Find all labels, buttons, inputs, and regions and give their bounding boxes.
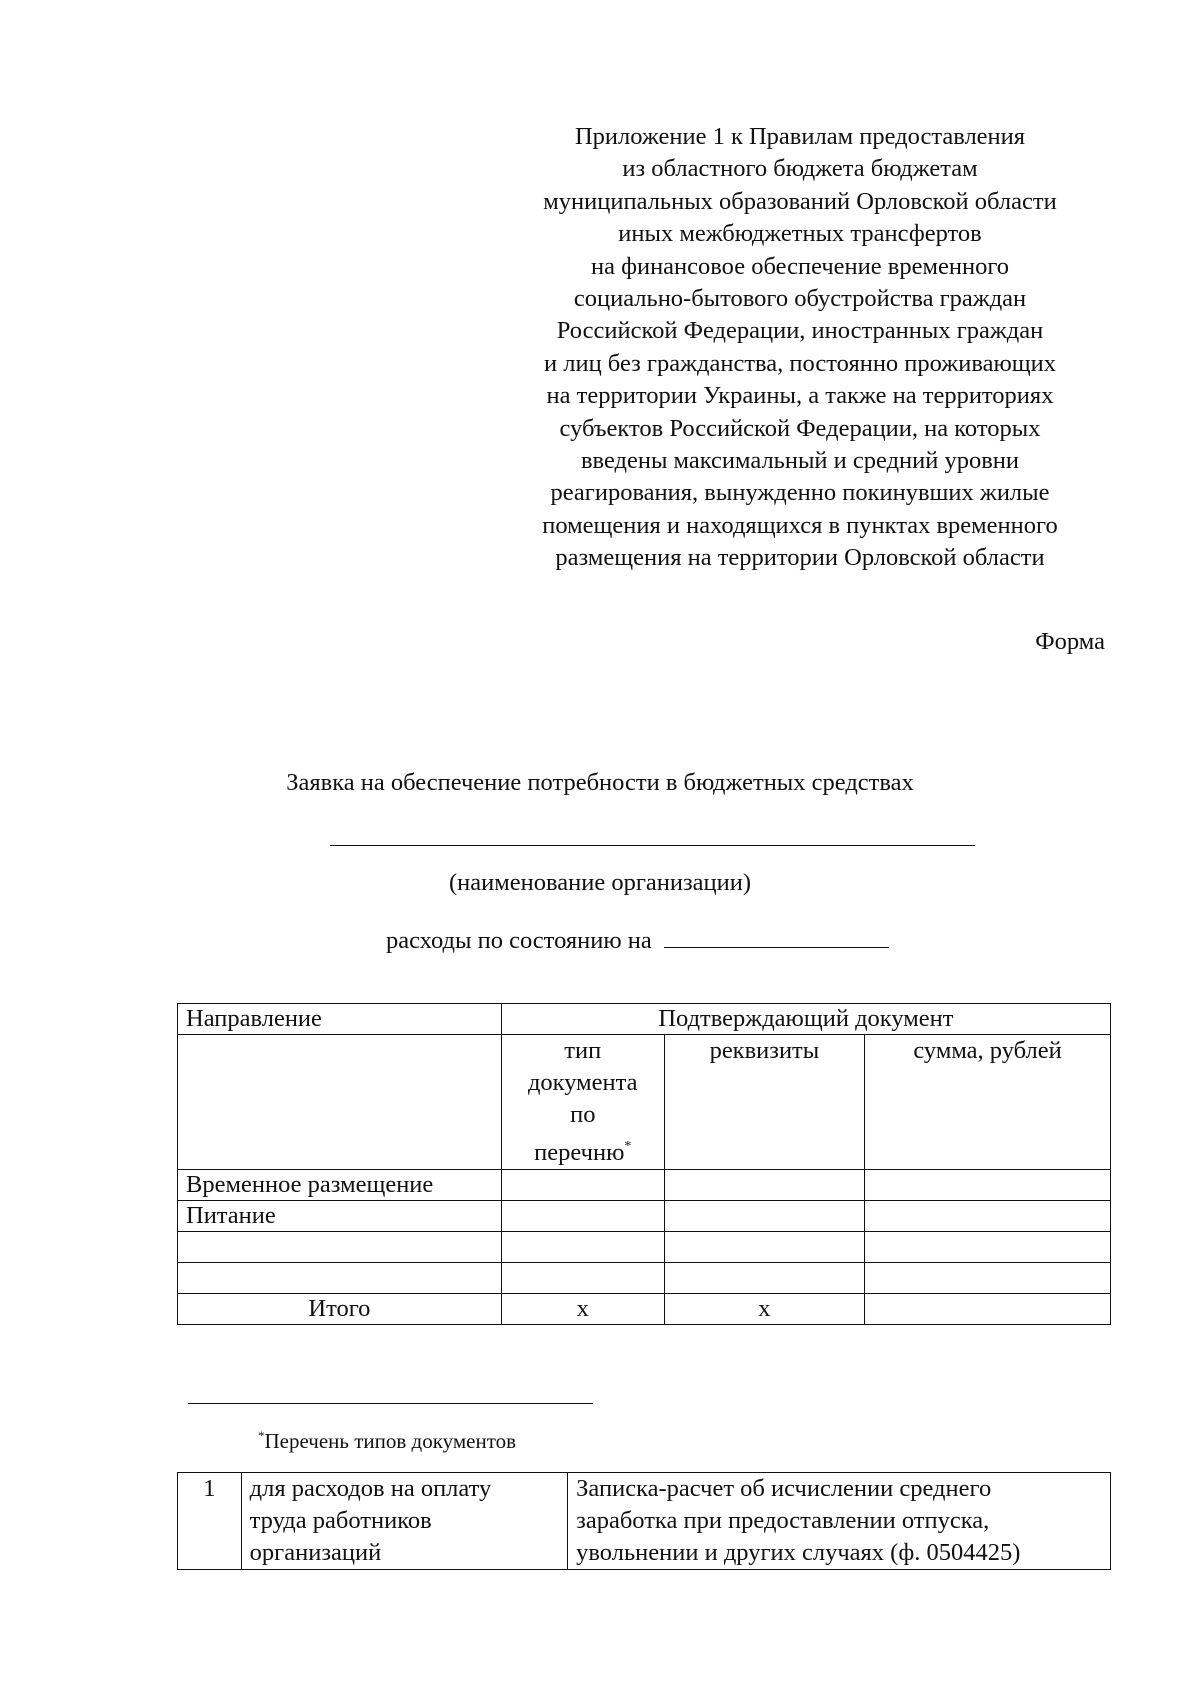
table-row [178,1170,1111,1201]
table-subheader-row [178,1035,1111,1170]
appendix-line: иных межбюджетных трансфертов [618,220,982,248]
appendix-line: на территории Украины, а также на территориях [546,382,1054,410]
table-cell[interactable] [664,1232,864,1263]
table-total-row [178,1294,1111,1325]
table-cell[interactable] [664,1170,864,1201]
appendix-line: помещения и находящихся в пунктах временного [542,511,1058,539]
document-title: Заявка на обеспечение потребности в бюджетных средствах [286,769,914,796]
footnote [258,1428,516,1454]
total-label: Итого [178,1294,502,1325]
appendix-line: из областного бюджета бюджетам [622,155,978,183]
as-of-date-field[interactable] [664,925,889,948]
table-row [178,1201,1111,1232]
request-table [177,1003,1111,1325]
organization-caption: (наименование организации) [448,869,752,896]
organization-name-field[interactable] [330,845,975,846]
table-row [178,1473,1111,1570]
form-label: Форма [1035,628,1105,655]
footnote-mark: * [624,1139,632,1154]
row-direction-temporary-housing: Временное размещение [178,1170,502,1201]
appendix-header [505,121,1095,575]
table-cell[interactable] [865,1263,1111,1294]
subheader-details: реквизиты [664,1035,864,1170]
subheader-doc-type [501,1035,664,1170]
document-line: заработка при предоставлении отпуска, [576,1507,990,1534]
appendix-line: реагирования, вынужденно покинувших жилые [550,479,1050,507]
table-cell[interactable] [501,1263,664,1294]
table-cell[interactable] [178,1263,502,1294]
doc-type-line: тип [564,1037,602,1064]
expense-line: труда работников [249,1507,432,1534]
as-of-row [386,925,889,955]
appendix-line: на финансовое обеспечение временного [590,252,1010,280]
footnote-mark: * [258,1428,265,1443]
subheader-empty-cell [178,1035,502,1170]
appendix-line: субъектов Российской Федерации, на которых [559,414,1041,442]
total-sum-cell[interactable] [865,1294,1111,1325]
document-line: Записка-расчет об исчислении среднего [576,1475,992,1502]
document-line: увольнении и других случаях (ф. 0504425) [576,1539,1021,1566]
document-type [568,1473,1111,1570]
table-row [178,1263,1111,1294]
appendix-line: введены максимальный и средний уровни [580,447,1020,475]
table-cell[interactable] [664,1201,864,1232]
table-cell[interactable] [501,1232,664,1263]
appendix-line: Приложение 1 к Правилам предоставления [574,123,1026,150]
subheader-sum: сумма, рублей [865,1035,1111,1170]
expense-line: для расходов на оплату [249,1475,492,1502]
footnote-divider [188,1403,593,1404]
header-direction: Направление [178,1004,502,1035]
appendix-line: Российской Федерации, иностранных граждан [556,317,1044,345]
table-cell[interactable] [865,1170,1111,1201]
total-cell-x: х [501,1294,664,1325]
footnote-text: Перечень типов документов [264,1429,517,1453]
row-number: 1 [178,1473,242,1570]
appendix-line: муниципальных образований Орловской области [543,187,1057,215]
expense-line: организаций [249,1539,382,1566]
doc-type-line: документа [527,1069,638,1096]
appendix-line: и лиц без гражданства, постоянно проживающих [544,349,1056,377]
table-cell[interactable] [501,1201,664,1232]
as-of-label: расходы по состоянию на [386,927,652,954]
appendix-line: размещения на территории Орловской области [555,544,1045,572]
table-cell[interactable] [865,1201,1111,1232]
table-cell[interactable] [178,1232,502,1263]
total-cell-x: х [664,1294,864,1325]
table-cell[interactable] [664,1263,864,1294]
table-row [178,1232,1111,1263]
table-cell[interactable] [865,1232,1111,1263]
doc-type-line: по [570,1101,596,1128]
row-direction-food: Питание [178,1201,502,1232]
appendix-line: социально-бытового обустройства граждан [573,285,1027,313]
expense-type [241,1473,567,1570]
table-cell[interactable] [501,1170,664,1201]
doc-type-line: перечню [534,1139,625,1166]
table-header-row [178,1004,1111,1035]
document-types-table [177,1472,1111,1570]
header-confirming-document: Подтверждающий документ [501,1004,1110,1035]
